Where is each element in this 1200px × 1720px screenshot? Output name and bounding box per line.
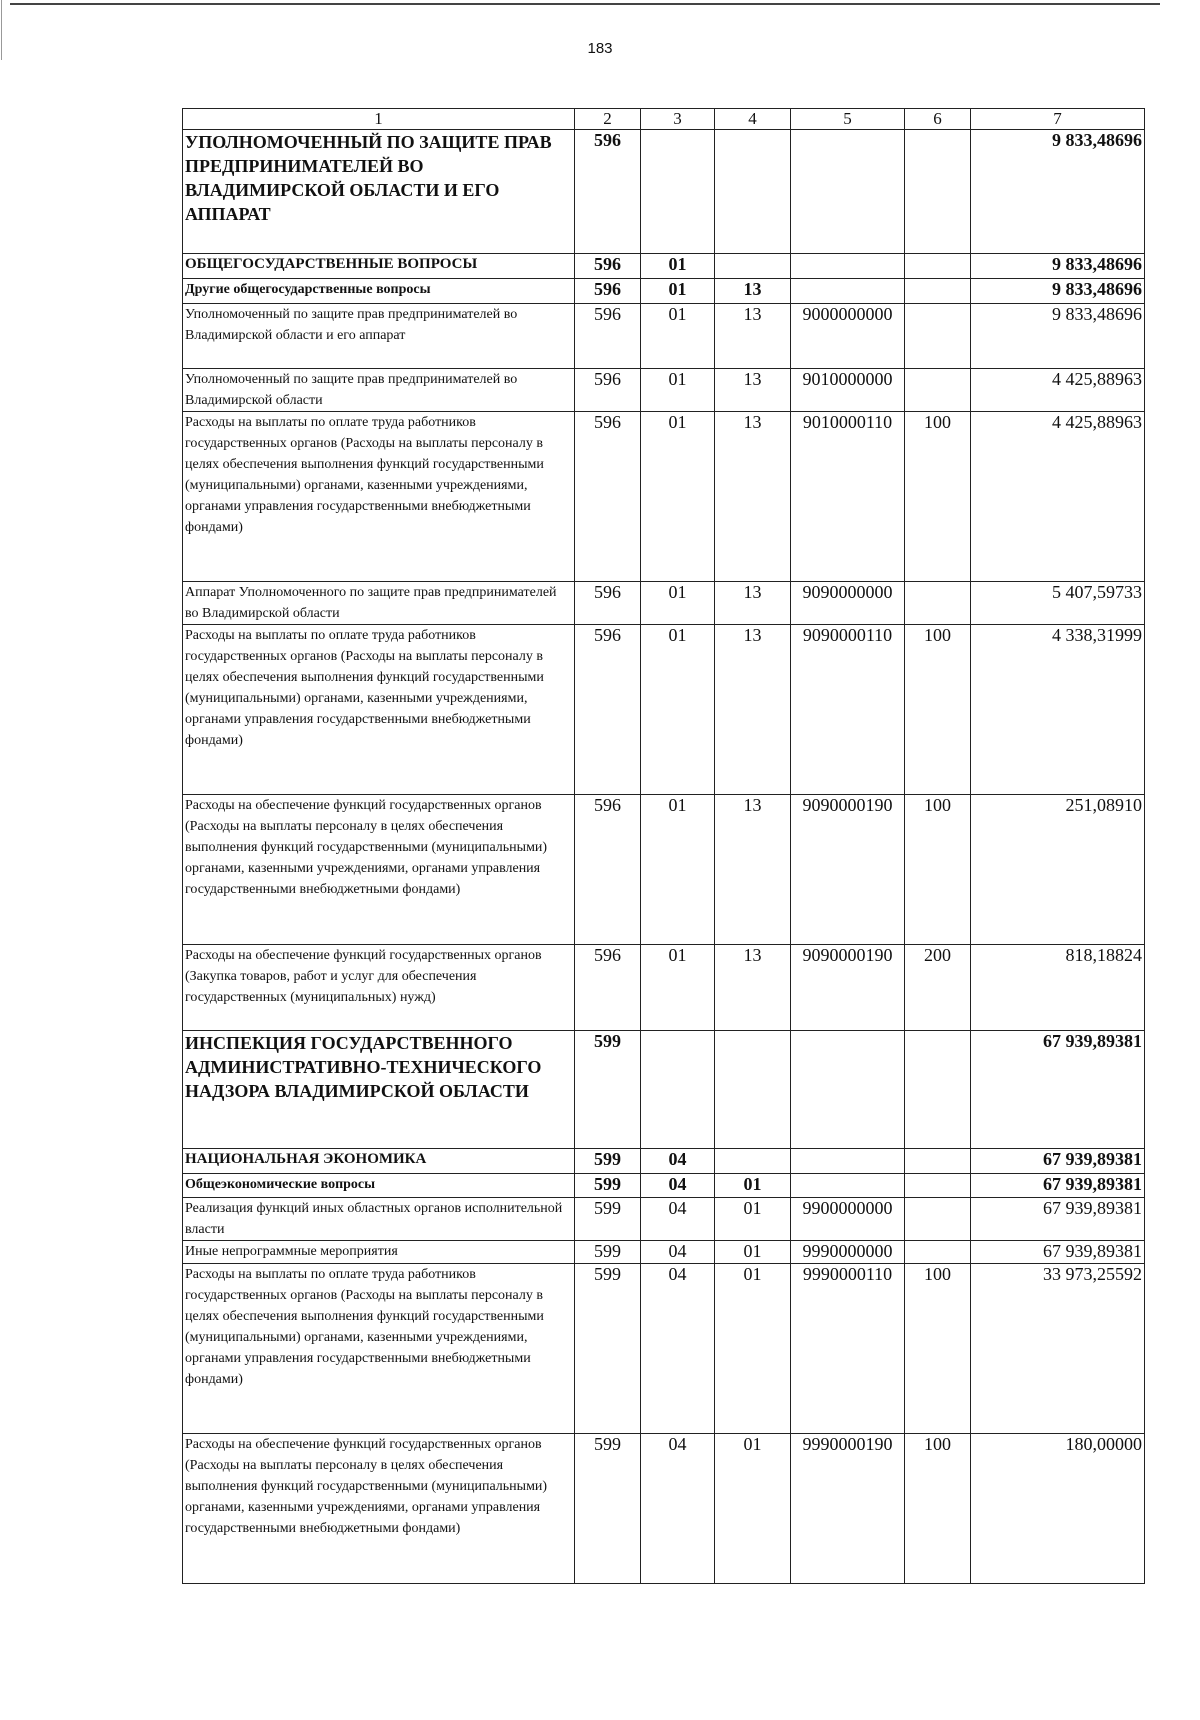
- cell-code-5: 9090000190: [791, 945, 905, 1031]
- cell-code-5: [791, 1174, 905, 1198]
- cell-code-6: 200: [905, 945, 971, 1031]
- cell-code-3: 01: [641, 625, 715, 795]
- table-row: [183, 1264, 1145, 1434]
- cell-code-6: [905, 1198, 971, 1241]
- cell-code-2: 596: [575, 254, 641, 279]
- row-name: Расходы на обеспечение функций государственных органов (Расходы на выплаты персоналу в целях обеспечения выполнения функций государственными (муниципальными) органами, казенными учреждениями, органами управления государственными внебюджетными фондами): [183, 795, 575, 945]
- page-number: 183: [587, 40, 613, 57]
- cell-sum: 67 939,89381: [971, 1241, 1145, 1264]
- cell-code-4: 01: [715, 1198, 791, 1241]
- cell-code-4: 13: [715, 945, 791, 1031]
- cell-code-2: 599: [575, 1149, 641, 1174]
- cell-code-2: 599: [575, 1174, 641, 1198]
- cell-code-2: 596: [575, 625, 641, 795]
- column-header: 2: [575, 109, 641, 130]
- cell-code-3: 01: [641, 369, 715, 412]
- row-name: Общеэкономические вопросы: [183, 1174, 575, 1198]
- table-row: [183, 1174, 1145, 1198]
- cell-code-3: [641, 130, 715, 254]
- table-row: [183, 1031, 1145, 1149]
- cell-code-5: [791, 254, 905, 279]
- cell-code-6: [905, 304, 971, 369]
- cell-code-3: 04: [641, 1434, 715, 1584]
- table-row: [183, 945, 1145, 1031]
- column-header: 5: [791, 109, 905, 130]
- cell-code-3: 04: [641, 1264, 715, 1434]
- cell-code-6: 100: [905, 795, 971, 945]
- cell-code-3: 04: [641, 1174, 715, 1198]
- cell-sum: 251,08910: [971, 795, 1145, 945]
- cell-code-2: 599: [575, 1198, 641, 1241]
- table-row: [183, 412, 1145, 582]
- column-header: 6: [905, 109, 971, 130]
- cell-code-4: 01: [715, 1241, 791, 1264]
- column-header: 7: [971, 109, 1145, 130]
- cell-code-2: 596: [575, 795, 641, 945]
- column-header: 4: [715, 109, 791, 130]
- cell-code-6: [905, 1031, 971, 1149]
- cell-code-2: 596: [575, 279, 641, 304]
- row-name: Расходы на выплаты по оплате труда работников государственных органов (Расходы на выплаты персоналу в целях обеспечения выполнения функций государственными (муниципальными) органами, казенными учреждениями, органами управления государственными внебюджетными фондами): [183, 1264, 575, 1434]
- cell-code-2: 599: [575, 1434, 641, 1584]
- cell-code-5: 9090000110: [791, 625, 905, 795]
- cell-code-4: 13: [715, 279, 791, 304]
- cell-code-2: 599: [575, 1031, 641, 1149]
- cell-code-2: 596: [575, 130, 641, 254]
- cell-code-6: [905, 369, 971, 412]
- cell-code-6: [905, 582, 971, 625]
- cell-code-6: [905, 1241, 971, 1264]
- cell-code-6: 100: [905, 625, 971, 795]
- cell-code-6: [905, 254, 971, 279]
- cell-code-3: 04: [641, 1241, 715, 1264]
- table-row: [183, 582, 1145, 625]
- table-row: [183, 279, 1145, 304]
- table-row: [183, 304, 1145, 369]
- row-name: ИНСПЕКЦИЯ ГОСУДАРСТВЕННОГО АДМИНИСТРАТИВНО-ТЕХНИЧЕСКОГО НАДЗОРА ВЛАДИМИРСКОЙ ОБЛАСТИ: [183, 1031, 575, 1149]
- cell-code-5: [791, 1149, 905, 1174]
- cell-sum: 180,00000: [971, 1434, 1145, 1584]
- cell-code-4: [715, 254, 791, 279]
- cell-code-3: 01: [641, 304, 715, 369]
- column-header: 1: [183, 109, 575, 130]
- cell-code-4: 01: [715, 1174, 791, 1198]
- cell-code-2: 599: [575, 1241, 641, 1264]
- column-header: 3: [641, 109, 715, 130]
- row-name: Расходы на выплаты по оплате труда работников государственных органов (Расходы на выплаты персоналу в целях обеспечения выполнения функций государственными (муниципальными) органами, казенными учреждениями, органами управления государственными внебюджетными фондами): [183, 625, 575, 795]
- cell-sum: 9 833,48696: [971, 254, 1145, 279]
- row-name: НАЦИОНАЛЬНАЯ ЭКОНОМИКА: [183, 1149, 575, 1174]
- table-row: [183, 1198, 1145, 1241]
- cell-sum: 818,18824: [971, 945, 1145, 1031]
- table-row: [183, 254, 1145, 279]
- cell-code-6: 100: [905, 1434, 971, 1584]
- cell-code-2: 596: [575, 369, 641, 412]
- table-row: [183, 1434, 1145, 1584]
- table-header-row: [183, 109, 1145, 130]
- row-name: Расходы на выплаты по оплате труда работников государственных органов (Расходы на выплаты персоналу в целях обеспечения выполнения функций государственными (муниципальными) органами, казенными учреждениями, органами управления государственными внебюджетными фондами): [183, 412, 575, 582]
- cell-sum: 9 833,48696: [971, 130, 1145, 254]
- cell-code-3: 01: [641, 412, 715, 582]
- cell-code-2: 599: [575, 1264, 641, 1434]
- cell-code-3: 04: [641, 1149, 715, 1174]
- scan-edge-line: [10, 3, 1160, 5]
- cell-code-4: 13: [715, 582, 791, 625]
- table-row: [183, 795, 1145, 945]
- row-name: Уполномоченный по защите прав предпринимателей во Владимирской области: [183, 369, 575, 412]
- table-row: [183, 625, 1145, 795]
- cell-code-6: [905, 1149, 971, 1174]
- cell-code-4: 13: [715, 795, 791, 945]
- cell-sum: 4 425,88963: [971, 412, 1145, 582]
- cell-code-4: 13: [715, 304, 791, 369]
- row-name: Аппарат Уполномоченного по защите прав предпринимателей во Владимирской области: [183, 582, 575, 625]
- cell-sum: 33 973,25592: [971, 1264, 1145, 1434]
- cell-code-3: 01: [641, 945, 715, 1031]
- cell-code-5: 9010000000: [791, 369, 905, 412]
- cell-code-4: [715, 130, 791, 254]
- row-name: Реализация функций иных областных органов исполнительной власти: [183, 1198, 575, 1241]
- cell-code-2: 596: [575, 412, 641, 582]
- row-name: Иные непрограммные мероприятия: [183, 1241, 575, 1264]
- budget-table: [182, 108, 1145, 1584]
- cell-code-5: 9990000190: [791, 1434, 905, 1584]
- row-name: Расходы на обеспечение функций государственных органов (Закупка товаров, работ и услуг для обеспечения государственных (муниципальных) нужд): [183, 945, 575, 1031]
- cell-code-2: 596: [575, 304, 641, 369]
- row-name: Уполномоченный по защите прав предпринимателей во Владимирской области и его аппарат: [183, 304, 575, 369]
- cell-code-3: 01: [641, 279, 715, 304]
- cell-sum: 9 833,48696: [971, 279, 1145, 304]
- cell-sum: 5 407,59733: [971, 582, 1145, 625]
- table-row: [183, 130, 1145, 254]
- cell-sum: 67 939,89381: [971, 1149, 1145, 1174]
- cell-code-6: [905, 1174, 971, 1198]
- cell-code-5: [791, 279, 905, 304]
- table-row: [183, 1241, 1145, 1264]
- cell-code-4: 01: [715, 1264, 791, 1434]
- cell-code-3: 04: [641, 1198, 715, 1241]
- cell-code-5: 9990000110: [791, 1264, 905, 1434]
- cell-code-5: 9900000000: [791, 1198, 905, 1241]
- cell-code-5: 9010000110: [791, 412, 905, 582]
- cell-code-3: 01: [641, 582, 715, 625]
- table-row: [183, 1149, 1145, 1174]
- cell-code-2: 596: [575, 945, 641, 1031]
- cell-code-5: [791, 1031, 905, 1149]
- cell-code-3: [641, 1031, 715, 1149]
- cell-code-5: 9090000190: [791, 795, 905, 945]
- cell-code-6: 100: [905, 412, 971, 582]
- cell-sum: 4 425,88963: [971, 369, 1145, 412]
- cell-code-6: [905, 279, 971, 304]
- cell-sum: 9 833,48696: [971, 304, 1145, 369]
- cell-code-6: 100: [905, 1264, 971, 1434]
- row-name: Другие общегосударственные вопросы: [183, 279, 575, 304]
- cell-code-5: 9000000000: [791, 304, 905, 369]
- cell-sum: 67 939,89381: [971, 1198, 1145, 1241]
- row-name: УПОЛНОМОЧЕННЫЙ ПО ЗАЩИТЕ ПРАВ ПРЕДПРИНИМАТЕЛЕЙ ВО ВЛАДИМИРСКОЙ ОБЛАСТИ И ЕГО АППАРАТ: [183, 130, 575, 254]
- cell-code-4: 01: [715, 1434, 791, 1584]
- cell-code-3: 01: [641, 795, 715, 945]
- cell-code-6: [905, 130, 971, 254]
- cell-code-2: 596: [575, 582, 641, 625]
- cell-code-4: [715, 1031, 791, 1149]
- table-row: [183, 369, 1145, 412]
- cell-sum: 67 939,89381: [971, 1031, 1145, 1149]
- cell-code-3: 01: [641, 254, 715, 279]
- row-name: Расходы на обеспечение функций государственных органов (Расходы на выплаты персоналу в целях обеспечения выполнения функций государственными (муниципальными) органами, казенными учреждениями, органами управления государственными внебюджетными фондами): [183, 1434, 575, 1584]
- cell-sum: 67 939,89381: [971, 1174, 1145, 1198]
- cell-code-4: 13: [715, 625, 791, 795]
- cell-code-5: [791, 130, 905, 254]
- cell-code-4: 13: [715, 412, 791, 582]
- cell-code-4: 13: [715, 369, 791, 412]
- cell-code-5: 9090000000: [791, 582, 905, 625]
- cell-code-5: 9990000000: [791, 1241, 905, 1264]
- row-name: ОБЩЕГОСУДАРСТВЕННЫЕ ВОПРОСЫ: [183, 254, 575, 279]
- cell-code-4: [715, 1149, 791, 1174]
- cell-sum: 4 338,31999: [971, 625, 1145, 795]
